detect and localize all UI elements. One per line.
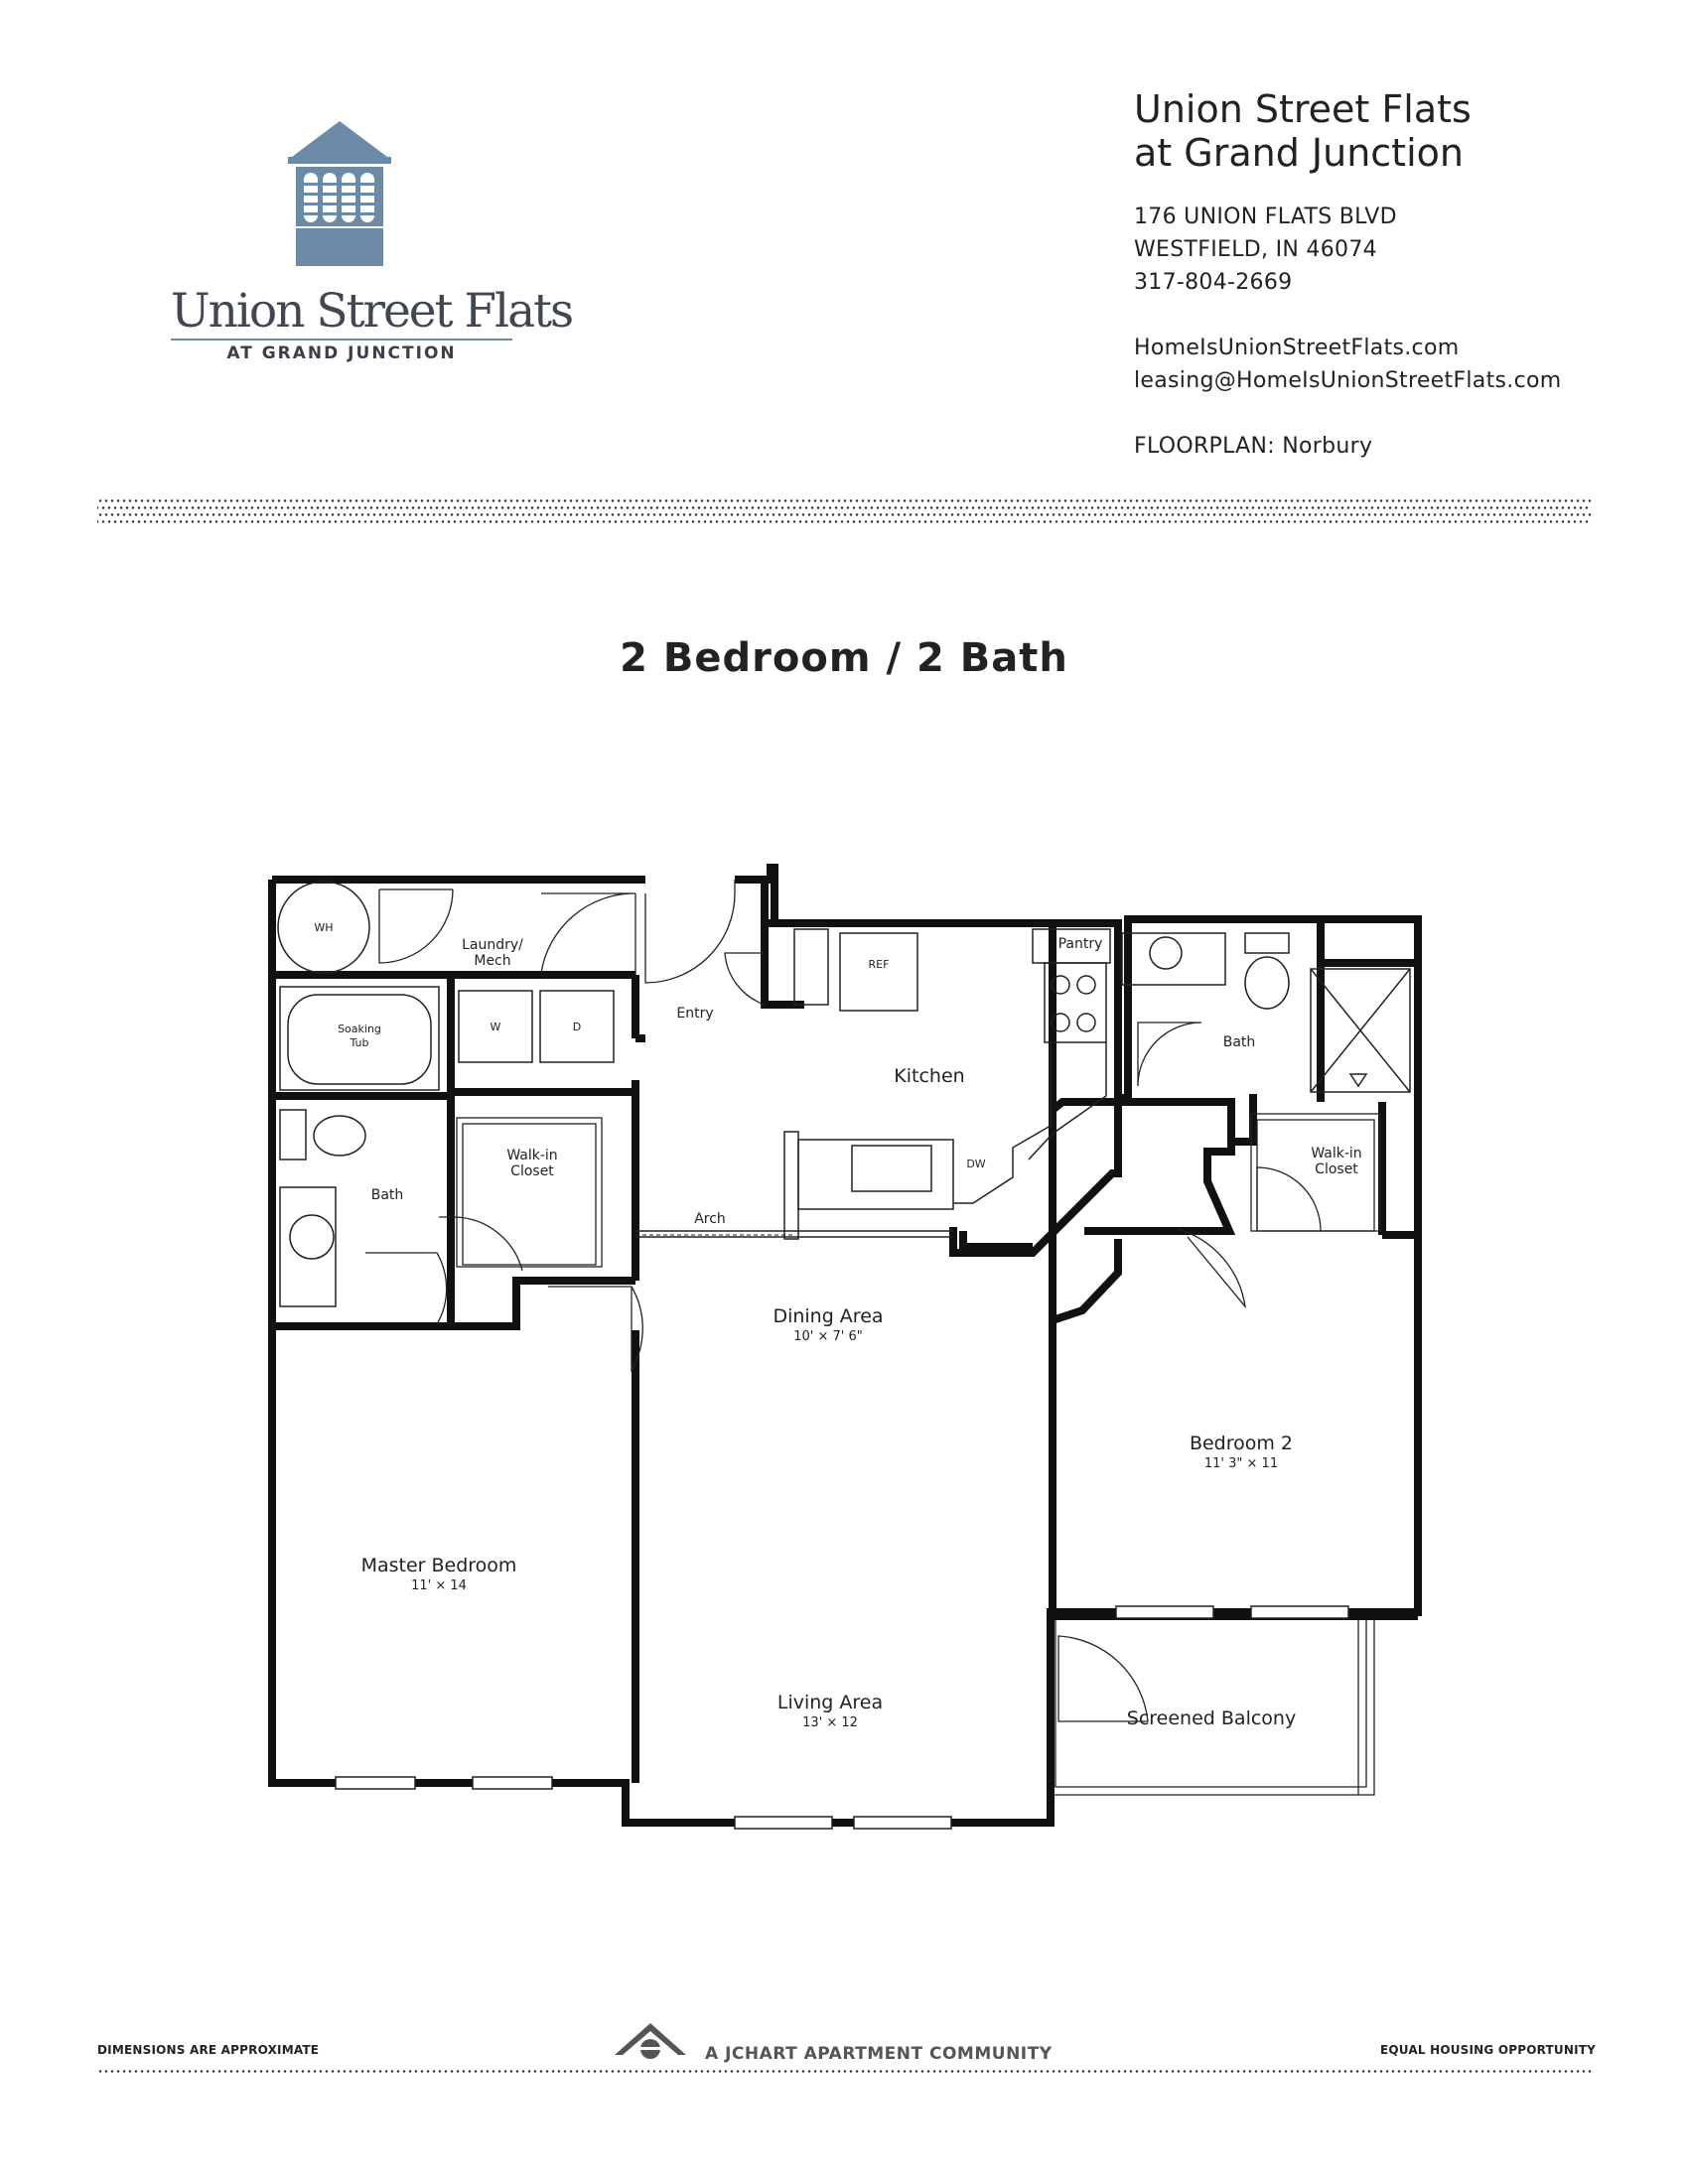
walkin-right-label: Walk-in: [1311, 1146, 1362, 1161]
washer-label: W: [490, 1021, 501, 1033]
logo-subtitle: AT GRAND JUNCTION: [226, 343, 457, 363]
kitchen-fixtures: [635, 929, 1110, 1239]
phone-number[interactable]: 317-804-2669: [1134, 270, 1293, 295]
dryer-label: D: [572, 1021, 582, 1033]
walkin-right-label-2: Closet: [1315, 1161, 1358, 1177]
property-title-line2: at Grand Junction: [1134, 131, 1464, 175]
living-dimensions: 13' × 12: [802, 1715, 858, 1730]
floorplan-name: FLOORPLAN: Norbury: [1134, 434, 1373, 459]
master-bedroom-label: Master Bedroom: [360, 1555, 517, 1576]
bedroom2-label: Bedroom 2: [1189, 1433, 1294, 1454]
dw-label: DW: [966, 1158, 986, 1170]
plan-heading: 2 Bedroom / 2 Bath: [620, 635, 1068, 681]
arch-label: Arch: [694, 1211, 726, 1227]
equal-housing-note: EQUAL HOUSING OPPORTUNITY: [1380, 2043, 1597, 2057]
wh-label: WH: [314, 921, 334, 934]
jchart-community: [611, 2021, 1053, 2071]
property-title-line1: Union Street Flats: [1134, 87, 1472, 131]
bedroom2-dimensions: 11' 3" × 11: [1203, 1456, 1279, 1471]
email-link[interactable]: leasing@HomeIsUnionStreetFlats.com: [1134, 368, 1562, 393]
dimensions-note: DIMENSIONS ARE APPROXIMATE: [97, 2043, 320, 2057]
master-bedroom-dimensions: 11' × 14: [411, 1578, 467, 1593]
dining-dimensions: 10' × 7' 6": [793, 1329, 863, 1344]
address-line1: 176 UNION FLATS BLVD: [1134, 205, 1397, 229]
bath-right-label: Bath: [1222, 1034, 1256, 1050]
laundry-label: Laundry/: [462, 937, 523, 953]
pantry-label: Pantry: [1057, 936, 1103, 952]
logo-name: Union Street Flats: [171, 284, 573, 339]
door-swings: [365, 880, 1321, 1721]
closet-details: [457, 1114, 1380, 1267]
laundry-label-2: Mech: [474, 953, 511, 969]
address-line2: WESTFIELD, IN 46074: [1134, 237, 1377, 262]
walkin-left-label-2: Closet: [510, 1163, 554, 1179]
ref-label: REF: [868, 958, 890, 971]
walkin-left-label: Walk-in: [506, 1148, 558, 1163]
dining-label: Dining Area: [773, 1305, 884, 1327]
balcony-walls: [1051, 1616, 1374, 1795]
tub-label: Tub: [350, 1036, 369, 1049]
jchart-house-icon: [611, 2021, 690, 2061]
bath-right-fixtures: [1122, 933, 1410, 1092]
bath-left-label: Bath: [370, 1187, 404, 1203]
footer-divider: [97, 2070, 1592, 2073]
living-label: Living Area: [776, 1692, 884, 1713]
jchart-community-text: A JCHART APARTMENT COMMUNITY: [705, 2044, 1053, 2064]
balcony-label: Screened Balcony: [1126, 1707, 1297, 1729]
kitchen-label: Kitchen: [894, 1065, 965, 1087]
website-link[interactable]: HomeIsUnionStreetFlats.com: [1134, 336, 1460, 360]
entry-label: Entry: [676, 1006, 714, 1022]
soaking-label: Soaking: [338, 1023, 381, 1035]
